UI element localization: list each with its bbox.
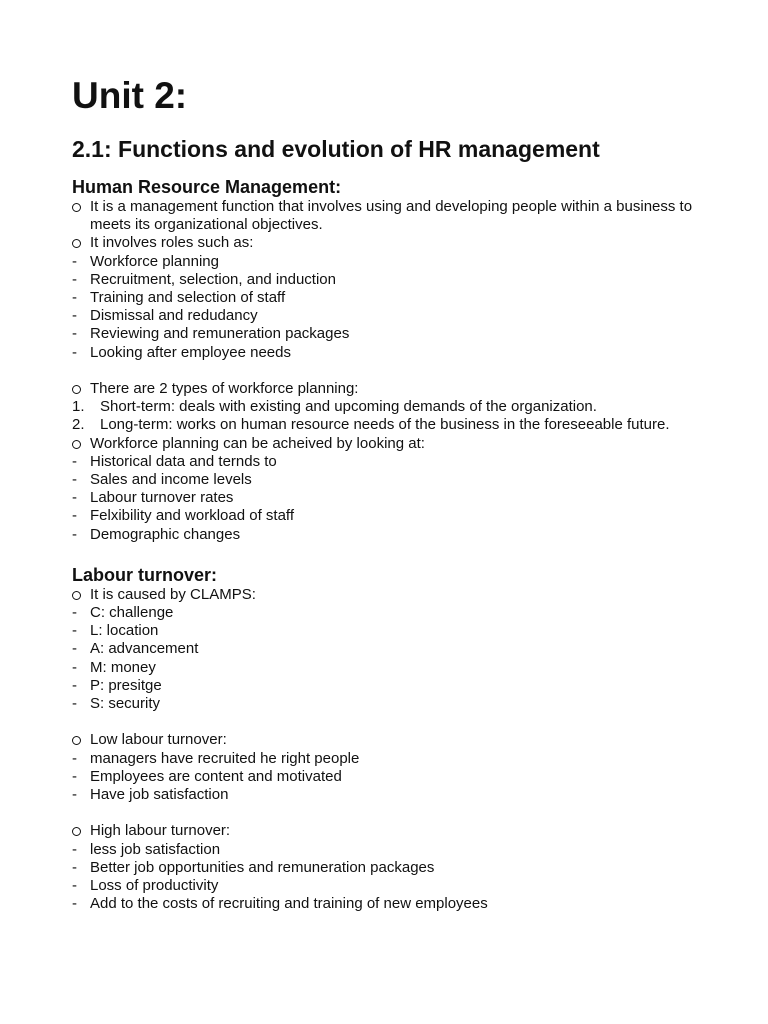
list-item [72,586,712,604]
list-item [72,344,712,362]
list-item-text: M: money [90,658,156,676]
list-item [72,289,712,307]
dash-bullet: - [72,858,77,876]
list-item [72,822,712,840]
list-item-text: Looking after employee needs [90,343,291,361]
dash-bullet: - [72,895,77,913]
list-item-text: managers have recruited he right people [90,749,360,767]
number-marker: 1. [72,398,85,416]
list-item [72,198,712,234]
section-title: 2.1: Functions and evolution of HR management [72,136,600,162]
list-item-text: It involves roles such as: [90,234,254,252]
hollow-bullet-icon [72,736,81,745]
list-item [72,877,712,895]
dash-bullet: - [72,525,77,543]
list-item [72,768,712,786]
hollow-bullet-icon [72,203,81,212]
list-item-text: Felxibility and workload of staff [90,507,294,525]
list-item [72,640,712,658]
dash-bullet: - [72,676,77,694]
list-item [72,677,712,695]
list-item [72,380,712,398]
list-item [72,253,712,271]
dash-bullet: - [72,325,77,343]
dash-bullet: - [72,270,77,288]
list-item-text: C: challenge [90,604,174,622]
list-item [72,526,712,544]
list-item-text: Reviewing and remuneration packages [90,325,350,343]
dash-bullet: - [72,307,77,325]
dash-bullet: - [72,640,77,658]
list-item-text: Better job opportunities and remuneration packages [90,858,435,876]
list-item-text: High labour turnover: [90,822,231,840]
list-item [72,895,712,913]
dash-bullet: - [72,840,77,858]
list-item [72,659,712,677]
dash-bullet: - [72,622,77,640]
list-item [72,750,712,768]
dash-bullet: - [72,489,77,507]
unit-title: Unit 2: [72,75,188,116]
list-item [72,234,712,252]
list-item-text: Employees are content and motivated [90,767,342,785]
dash-bullet: - [72,877,77,895]
list-item [72,307,712,325]
spacer [72,362,712,380]
hollow-bullet-icon [72,385,81,394]
list-item [72,416,712,434]
list-item-text: It is caused by CLAMPS: [90,585,256,603]
list-item [72,786,712,804]
dash-bullet: - [72,786,77,804]
list-item-text: S: security [90,695,161,713]
dash-bullet: - [72,604,77,622]
list-item-text: There are 2 types of workforce planning: [90,380,359,398]
list-item-text: Workforce planning can be acheived by looking at: [90,434,425,452]
dash-bullet: - [72,471,77,489]
dash-bullet: - [72,289,77,307]
list-item-text: Long-term: works on human resource needs of the business in the foreseeable future. [100,416,670,434]
dash-bullet: - [72,343,77,361]
list-item [72,489,712,507]
list-item-text: It is a management function that involves using and developing people within a business to meets its organizational objectives. [90,198,693,234]
hollow-bullet-icon [72,827,81,836]
dash-bullet: - [72,658,77,676]
hollow-bullet-icon [72,239,81,248]
list-item-text: Demographic changes [90,525,241,543]
list-item-text: A: advancement [90,640,199,658]
list-item [72,841,712,859]
list-item [72,695,712,713]
list-item [72,435,712,453]
list-item [72,325,712,343]
list-item-text: L: location [90,622,159,640]
list-item-text: Dismissal and redudancy [90,307,258,325]
list-item-text: Workforce planning [90,252,219,270]
note-list [72,198,712,544]
note-list [72,586,712,914]
list-item-text: Short-term: deals with existing and upcoming demands of the organization. [100,398,597,416]
list-item-text: Recruitment, selection, and induction [90,270,336,288]
dash-bullet: - [72,767,77,785]
list-item-text: Low labour turnover: [90,731,227,749]
list-item [72,453,712,471]
list-item-text: Have job satisfaction [90,786,229,804]
number-marker: 2. [72,416,85,434]
list-item-text: Add to the costs of recruiting and training of new employees [90,895,488,913]
section-heading: Labour turnover: [72,564,218,585]
list-item [72,507,712,525]
notes-body [72,176,712,913]
dash-bullet: - [72,695,77,713]
list-item-text: Historical data and ternds to [90,452,277,470]
list-item-text: P: presitge [90,676,162,694]
list-item [72,622,712,640]
list-item-text: Sales and income levels [90,471,252,489]
list-item [72,731,712,749]
section-heading: Human Resource Management: [72,177,342,197]
list-item [72,398,712,416]
document-page [72,74,712,913]
list-item-text: Loss of productivity [90,877,219,895]
list-item [72,604,712,622]
list-item-text: less job satisfaction [90,840,221,858]
list-item [72,471,712,489]
list-item-text: Labour turnover rates [90,489,234,507]
dash-bullet: - [72,749,77,767]
list-item [72,271,712,289]
list-item [72,859,712,877]
dash-bullet: - [72,507,77,525]
dash-bullet: - [72,452,77,470]
dash-bullet: - [72,252,77,270]
list-item-text: Training and selection of staff [90,289,286,307]
spacer [72,713,712,731]
hollow-bullet-icon [72,440,81,449]
spacer [72,804,712,822]
hollow-bullet-icon [72,591,81,600]
